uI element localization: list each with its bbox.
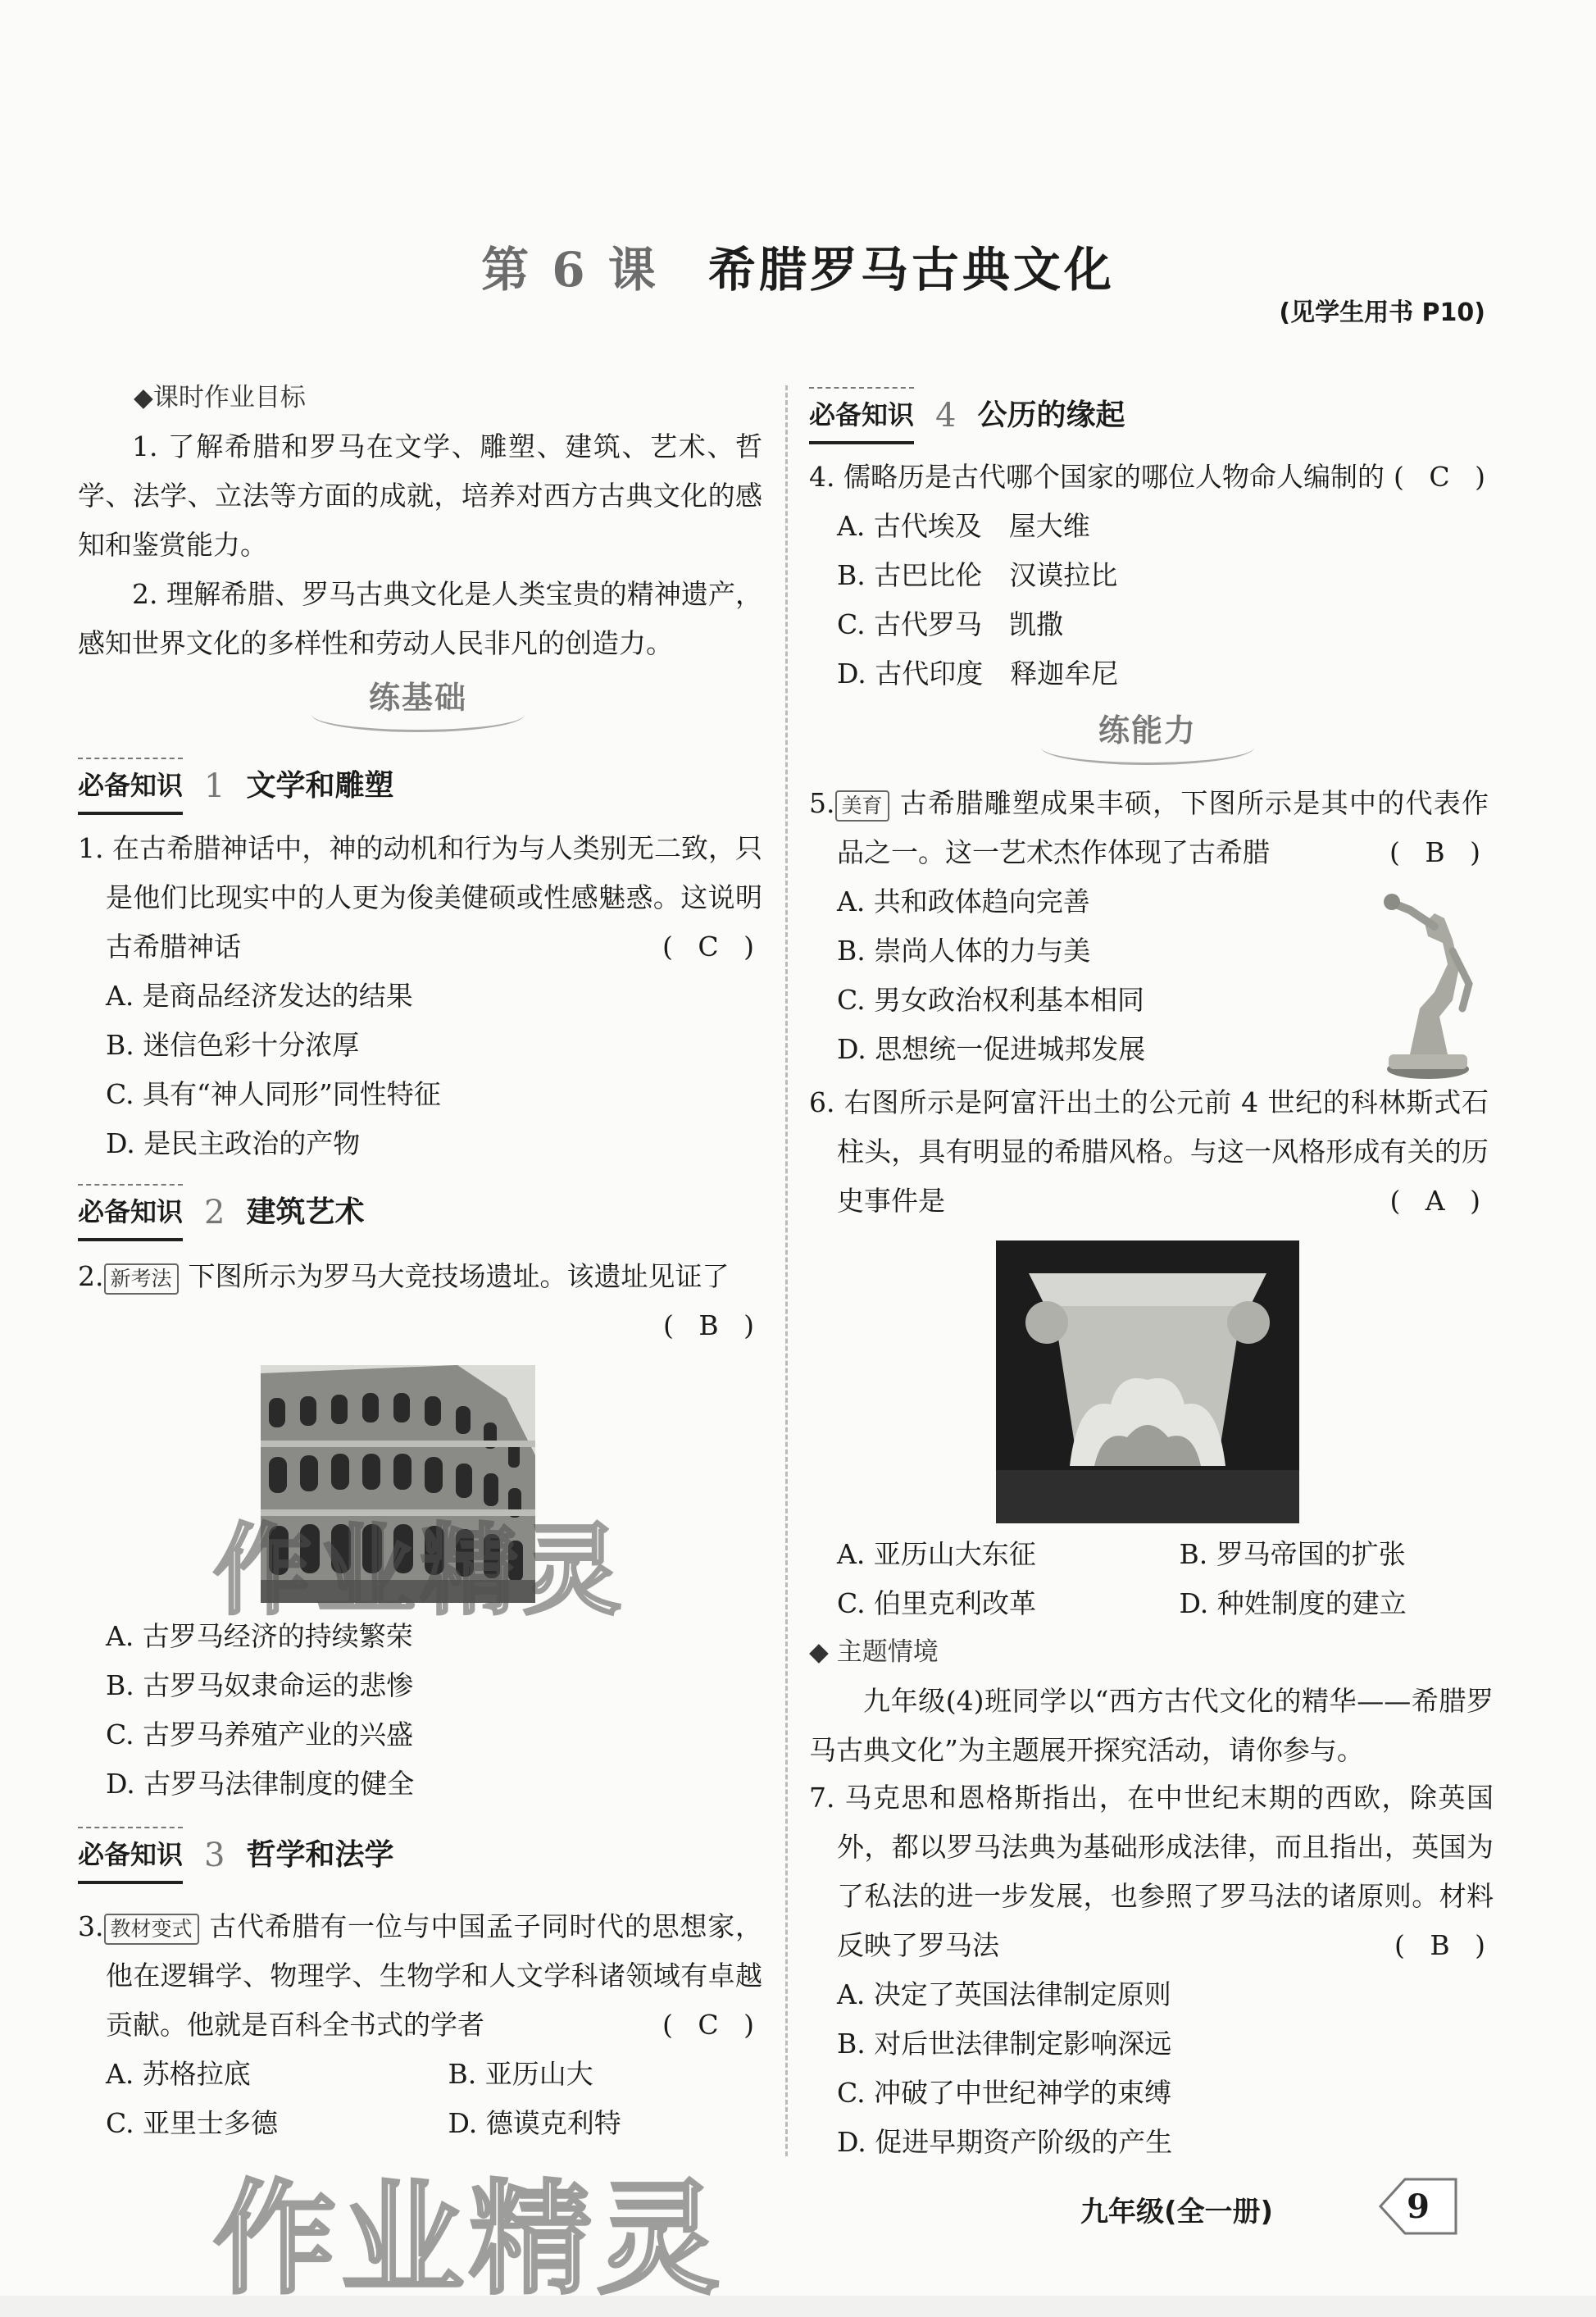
- page-title: [0, 231, 1596, 300]
- option: B. 迷信色彩十分浓厚: [106, 1029, 360, 1061]
- section-tag: 必备知识: [809, 387, 914, 444]
- option: A. 决定了英国法律制定原则: [837, 1978, 1171, 2010]
- option: D. 思想统一促进城邦发展: [837, 1033, 1146, 1065]
- question-stem: 1. 在古希腊神话中，神的动机和行为与人类别无二致，只是他们比现实中的人更为俊美健硕或性感魅惑。这说明古希腊神话: [78, 832, 762, 963]
- textbook-reference: (见学生用书 P10): [1279, 298, 1485, 327]
- section-heading: [78, 758, 762, 815]
- answer-mark: ( B ): [1394, 1929, 1494, 1961]
- option: D. 古代印度 释迦牟尼: [837, 658, 1119, 690]
- answer-mark: ( A ): [1389, 1185, 1489, 1217]
- answer-mark: ( C ): [662, 931, 762, 963]
- question-stem: 下图所示为罗马大竞技场遗址。该遗址见证了: [188, 1260, 730, 1292]
- option: A. 古罗马经济的持续繁荣: [106, 1620, 413, 1652]
- heading-arc: [311, 697, 525, 732]
- practice-ability-heading: [1090, 705, 1205, 750]
- option: C. 古代罗马 凯撒: [837, 608, 1064, 640]
- question-2: [78, 1252, 762, 1350]
- page-number: [1377, 2173, 1459, 2240]
- question-stem: 古代希腊有一位与中国孟子同时代的思想家，他在逻辑学、物理学、生物学和人文学科诸领域有卓越贡献。他就是百科全书式的学者: [106, 1910, 762, 2041]
- section-title: 建筑艺术: [246, 1195, 365, 1229]
- answer-mark: ( B ): [1389, 836, 1489, 868]
- question-7: [809, 1773, 1494, 2167]
- option: B. 崇尚人体的力与美: [837, 935, 1091, 967]
- question-badge: 教材变式: [104, 1914, 199, 1945]
- option: C. 亚里士多德: [106, 2107, 279, 2139]
- watermark: 作业精灵: [213, 1514, 626, 1628]
- option: C. 伯里克利改革: [837, 1587, 1037, 1619]
- section-title: 公历的缘起: [977, 398, 1125, 432]
- question-number: 3.: [78, 1910, 104, 1942]
- section-tag: 必备知识: [78, 758, 183, 815]
- section-number: 2: [204, 1194, 225, 1231]
- question-stem: 7. 马克思和恩格斯指出，在中世纪末期的西欧，除英国外，都以罗马法典为基础形成法律，而且指出，英国为了私法的进一步发展，也参照了罗马法的诸原则。材料反映了罗马法: [809, 1782, 1494, 1961]
- option: B. 对后世法律制定影响深远: [837, 2028, 1172, 2060]
- column-divider: [785, 385, 788, 2156]
- option: D. 德谟克利特: [448, 2107, 621, 2139]
- question-6-options: [809, 1530, 1494, 1628]
- option: C. 冲破了中世纪神学的束缚: [837, 2077, 1172, 2109]
- discobolus-statue-photo: [1377, 894, 1480, 1082]
- section-heading: [78, 1827, 762, 1884]
- option: B. 亚历山大: [448, 2058, 593, 2090]
- option: C. 具有“神人同形”同性特征: [106, 1078, 441, 1110]
- goal-item: 2. 理解希腊、罗马古典文化是人类宝贵的精神遗产，感知世界文化的多样性和劳动人民非凡的创造力。: [78, 578, 762, 659]
- section-tag: 必备知识: [78, 1184, 183, 1241]
- theme-text: 九年级(4)班同学以“西方古代文化的精华——希腊罗马古典文化”为主题展开探究活动，请你参与。: [809, 1685, 1494, 1766]
- section-number: 3: [204, 1837, 225, 1874]
- option: A. 共和政体趋向完善: [837, 885, 1090, 917]
- question-4: [809, 453, 1494, 699]
- goal-item: 1. 了解希腊和罗马在文学、雕塑、建筑、艺术、哲学、法学、立法等方面的成就，培养对西方古典文化的感知和鉴赏能力。: [78, 430, 762, 561]
- option: C. 古罗马养殖产业的兴盛: [106, 1718, 414, 1750]
- page-number-text: 9: [1407, 2187, 1430, 2226]
- section-number: 4: [935, 397, 957, 435]
- option: D. 种姓制度的建立: [1179, 1587, 1407, 1619]
- question-badge: 新考法: [104, 1263, 179, 1295]
- lesson-number: 第 6 课: [481, 242, 659, 298]
- section-number: 1: [204, 767, 225, 805]
- section-tag: 必备知识: [78, 1827, 183, 1884]
- corinthian-capital-photo: [996, 1240, 1299, 1523]
- option: C. 男女政治权利基本相同: [837, 984, 1145, 1016]
- question-1: [78, 824, 762, 1168]
- section-heading: [78, 1184, 762, 1241]
- grade-label: 九年级(全一册): [1080, 2196, 1274, 2228]
- option: D. 促进早期资产阶级的产生: [837, 2126, 1173, 2158]
- section-title: 文学和雕塑: [246, 769, 394, 803]
- answer-mark: ( B ): [663, 1309, 762, 1341]
- practice-ability-label: 练能力: [1098, 712, 1197, 749]
- theme-context: [809, 1627, 1494, 1775]
- question-number: 5.: [809, 787, 835, 819]
- option: D. 古罗马法律制度的健全: [106, 1768, 415, 1800]
- question-stem: 古希腊雕塑成果丰硕，下图所示是其中的代表作品之一。这一艺术杰作体现了古希腊: [837, 787, 1489, 868]
- question-stem: 4. 儒略历是古代哪个国家的哪位人物命人编制的: [809, 461, 1385, 493]
- answer-mark: ( C ): [1394, 461, 1494, 493]
- question-stem: 6. 右图所示是阿富汗出土的公元前 4 世纪的科林斯式石柱头，具有明显的希腊风格。与这一风格形成有关的历史事件是: [809, 1086, 1489, 1217]
- question-badge: 美育: [835, 790, 889, 822]
- option: A. 亚历山大东征: [837, 1538, 1036, 1570]
- heading-arc: [1041, 730, 1254, 765]
- theme-label: ◆ 主题情境: [809, 1637, 939, 1667]
- question-2-options: [78, 1612, 762, 1809]
- section-heading: [809, 387, 1494, 444]
- section-title: 哲学和法学: [246, 1838, 394, 1872]
- lesson-title: 希腊罗马古典文化: [707, 242, 1115, 298]
- option: A. 是商品经济发达的结果: [106, 980, 413, 1012]
- practice-basic-heading: [361, 672, 475, 717]
- watermark: 作业精灵: [213, 2169, 725, 2311]
- answer-mark: ( C ): [662, 2009, 762, 2041]
- question-6: [809, 1078, 1494, 1226]
- lesson-goals: [78, 373, 762, 668]
- option: B. 古巴比伦 汉谟拉比: [837, 559, 1118, 591]
- option: B. 古罗马奴隶命运的悲惨: [106, 1669, 414, 1701]
- goals-label: ◆课时作业目标: [134, 383, 306, 412]
- option: D. 是民主政治的产物: [106, 1127, 361, 1159]
- option: A. 古代埃及 屋大维: [837, 510, 1090, 542]
- option: B. 罗马帝国的扩张: [1179, 1538, 1406, 1570]
- option: A. 苏格拉底: [106, 2058, 251, 2090]
- question-number: 2.: [78, 1260, 104, 1292]
- question-3: [78, 1902, 762, 2148]
- practice-basic-label: 练基础: [368, 680, 467, 716]
